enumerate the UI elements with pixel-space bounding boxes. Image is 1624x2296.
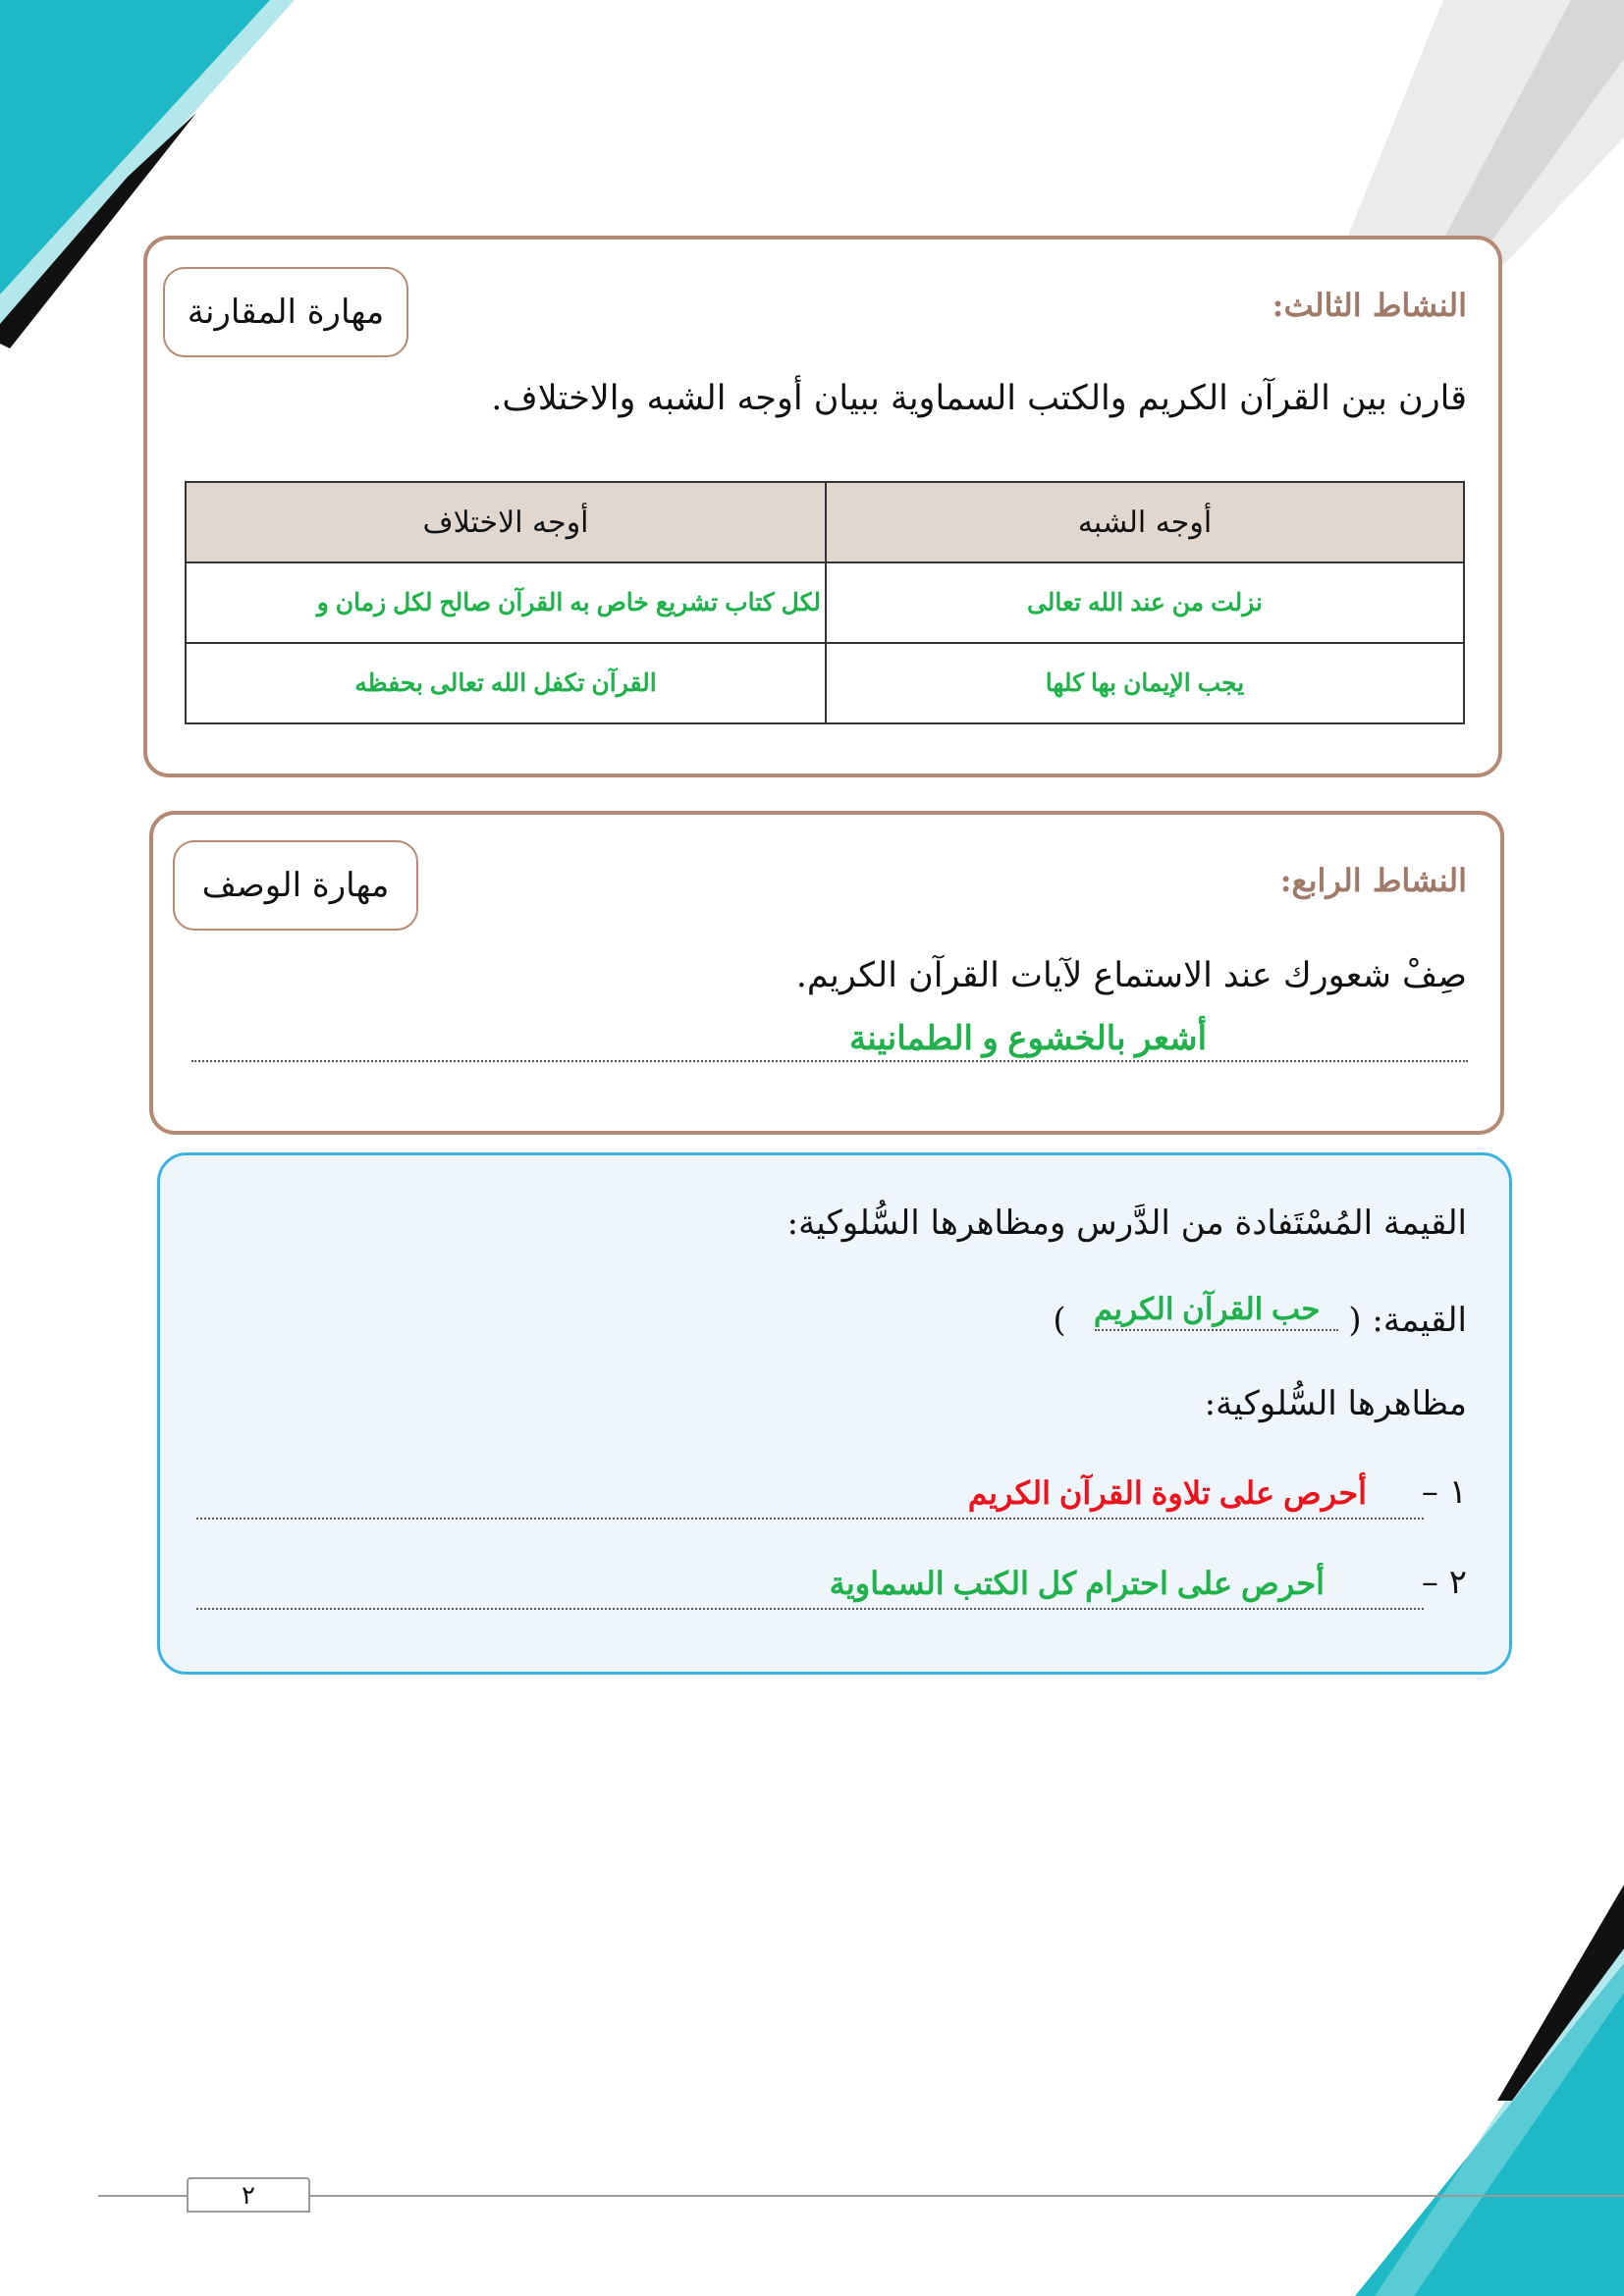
value-line	[1053, 1292, 1467, 1340]
table-cell: القرآن تكفل الله تعالى بحفظه	[186, 643, 826, 723]
value-close: )	[1053, 1301, 1066, 1340]
comparison-table	[185, 481, 1465, 724]
activity-4-instruction: صِفْ شعورك عند الاستماع لآيات القرآن الكريم.	[795, 956, 1467, 995]
header-differences: أوجه الاختلاف	[186, 482, 826, 562]
activity-4-title: النشاط الرابع:	[1279, 862, 1467, 899]
activity-3-instruction: قارن بين القرآن الكريم والكتب السماوية ببيان أوجه الشبه والاختلاف.	[491, 379, 1467, 418]
footer-line	[98, 2195, 1624, 2197]
values-heading: القيمة المُسْتَفادة من الدَّرس ومظاهرها السُّلوكية:	[786, 1203, 1467, 1243]
table-row	[186, 562, 1464, 643]
table-cell: يجب الإيمان بها كلها	[826, 643, 1464, 723]
behavior-1-line	[196, 1518, 1424, 1520]
table-cell: لكل كتاب تشريع خاص به القرآن صالح لكل زمان و	[186, 562, 826, 643]
activity-3-skill-badge: مهارة المقارنة	[163, 267, 408, 357]
behavior-item-2	[1422, 1563, 1467, 1602]
behavior-item-1	[1422, 1472, 1467, 1512]
page-number: ٢	[187, 2177, 310, 2213]
behavior-2-text: أحرص على احترام كل الكتب السماوية	[829, 1566, 1325, 1601]
table-header-row	[186, 482, 1464, 562]
table-cell: نزلت من عند الله تعالى	[826, 562, 1464, 643]
table-row	[186, 643, 1464, 723]
behavior-number: ٢ –	[1421, 1563, 1467, 1602]
behavior-2-line	[196, 1608, 1424, 1610]
activity-4-answer-line	[191, 1060, 1468, 1062]
header-similarities: أوجه الشبه	[826, 482, 1464, 562]
value-label: القيمة: (	[1348, 1301, 1467, 1340]
behaviors-label: مظاهرها السُّلوكية:	[1204, 1384, 1467, 1423]
value-answer: حب القرآن الكريم	[1093, 1292, 1321, 1326]
behavior-1-text: أحرص على تلاوة القرآن الكريم	[967, 1475, 1367, 1511]
activity-4-skill-badge: مهارة الوصف	[173, 840, 418, 931]
activity-4-answer: أشعر بالخشوع و الطمانينة	[849, 1020, 1208, 1057]
activity-3-title: النشاط الثالث:	[1272, 287, 1467, 324]
behavior-number: ١ –	[1421, 1472, 1467, 1512]
